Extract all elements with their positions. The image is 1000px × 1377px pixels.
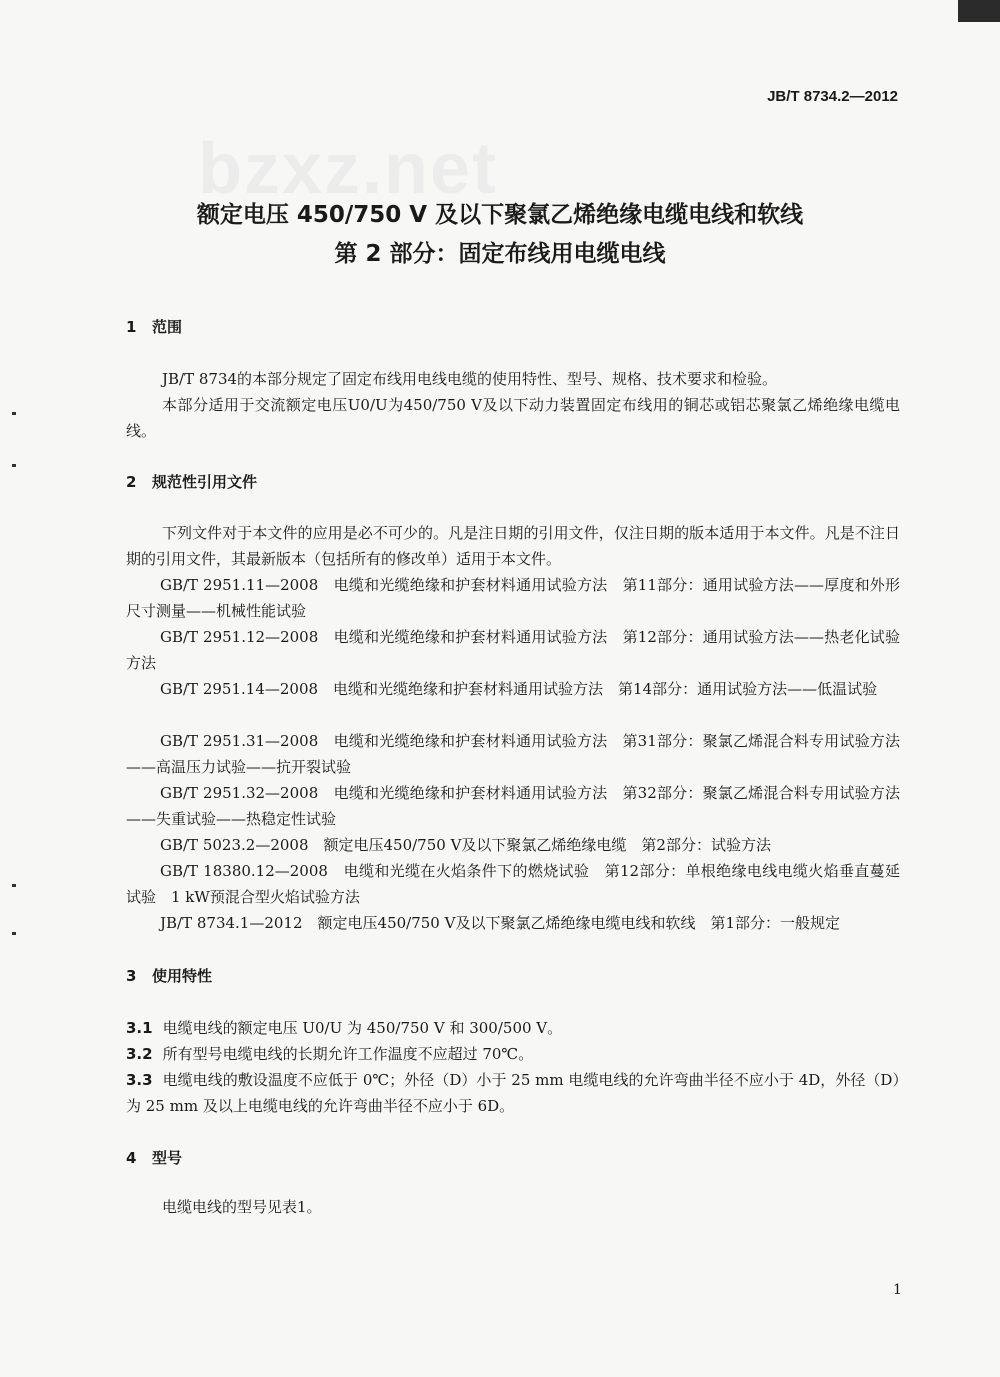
section-number: 4 — [126, 1149, 137, 1167]
scope-paragraph-2: 本部分适用于交流额定电压U0/U为450/750 V及以下动力装置固定布线用的铜芯或铝芯聚氯乙烯绝缘电缆电线。 — [126, 396, 900, 440]
section-title: 规范性引用文件 — [152, 473, 258, 491]
clause-text: 电缆电线的敷设温度不应低于 0℃；外径（D）小于 25 mm 电缆电线的允许弯曲半径不应小于 4D，外径（D）为 25 mm 及以上电缆电线的允许弯曲半径不应小于 6D。 — [126, 1071, 900, 1115]
section-heading-scope — [126, 316, 182, 337]
document-title-line1: 额定电压 450/750 V 及以下聚氯乙烯绝缘电缆电线和软线 — [196, 202, 804, 228]
clause-text: 电缆电线的额定电压 U0/U 为 450/750 V 和 300/500 V。 — [162, 1019, 563, 1037]
scan-speck — [12, 884, 16, 887]
reference-item: GB/T 2951.31—2008 电缆和光缆绝缘和护套材料通用试验方法 第31部分：聚氯乙烯混合料专用试验方法——高温压力试验——抗开裂试验 — [126, 732, 900, 776]
section-number: 1 — [126, 318, 137, 336]
scan-corner-mark — [958, 0, 1000, 22]
section-heading-model — [126, 1147, 182, 1168]
section-title: 范围 — [152, 318, 183, 336]
standard-code: JB/T 8734.2—2012 — [767, 88, 898, 105]
reference-item: GB/T 2951.12—2008 电缆和光缆绝缘和护套材料通用试验方法 第12部分：通用试验方法——热老化试验方法 — [126, 628, 900, 672]
model-paragraph: 电缆电线的型号见表1。 — [162, 1198, 322, 1216]
clause-number: 3.1 — [126, 1019, 153, 1037]
references-intro: 下列文件对于本文件的应用是必不可少的。凡是注日期的引用文件，仅注日期的版本适用于本文件。凡是不注日期的引用文件，其最新版本（包括所有的修改单）适用于本文件。 — [126, 524, 900, 568]
clause-text: 所有型号电缆电线的长期允许工作温度不应超过 70℃。 — [162, 1045, 534, 1063]
section-number: 3 — [126, 967, 137, 985]
reference-item: GB/T 18380.12—2008 电缆和光缆在火焰条件下的燃烧试验 第12部分：单根绝缘电线电缆火焰垂直蔓延试验 1 kW预混合型火焰试验方法 — [126, 862, 900, 906]
clause-3-1 — [126, 1015, 900, 1041]
scan-speck — [12, 932, 16, 935]
document-title-line2: 第 2 部分：固定布线用电缆电线 — [334, 241, 666, 267]
page-number: 1 — [893, 1282, 902, 1298]
section-heading-normative-references — [126, 471, 257, 492]
reference-item: GB/T 5023.2—2008 额定电压450/750 V及以下聚氯乙烯绝缘电缆 第2部分：试验方法 — [160, 836, 771, 854]
section-title: 型号 — [152, 1149, 183, 1167]
clause-3-2 — [126, 1041, 900, 1067]
reference-item: GB/T 2951.11—2008 电缆和光缆绝缘和护套材料通用试验方法 第11部分：通用试验方法——厚度和外形尺寸测量——机械性能试验 — [126, 576, 900, 620]
watermark: bzxz.net — [198, 129, 499, 209]
scan-speck — [12, 412, 16, 415]
clause-number: 3.3 — [126, 1071, 153, 1089]
clause-3-3 — [126, 1067, 900, 1119]
section-number: 2 — [126, 473, 137, 491]
scan-speck — [12, 464, 16, 467]
reference-item: GB/T 2951.14—2008 电缆和光缆绝缘和护套材料通用试验方法 第14部分：通用试验方法——低温试验 — [160, 680, 878, 698]
clause-number: 3.2 — [126, 1045, 153, 1063]
section-title: 使用特性 — [152, 967, 213, 985]
reference-item: JB/T 8734.1—2012 额定电压450/750 V及以下聚氯乙烯绝缘电缆电线和软线 第1部分：一般规定 — [160, 914, 840, 932]
scope-paragraph-1: JB/T 8734的本部分规定了固定布线用电线电缆的使用特性、型号、规格、技术要求和检验。 — [162, 370, 778, 388]
section-heading-characteristics — [126, 965, 212, 986]
reference-item: GB/T 2951.32—2008 电缆和光缆绝缘和护套材料通用试验方法 第32部分：聚氯乙烯混合料专用试验方法——失重试验——热稳定性试验 — [126, 784, 900, 828]
